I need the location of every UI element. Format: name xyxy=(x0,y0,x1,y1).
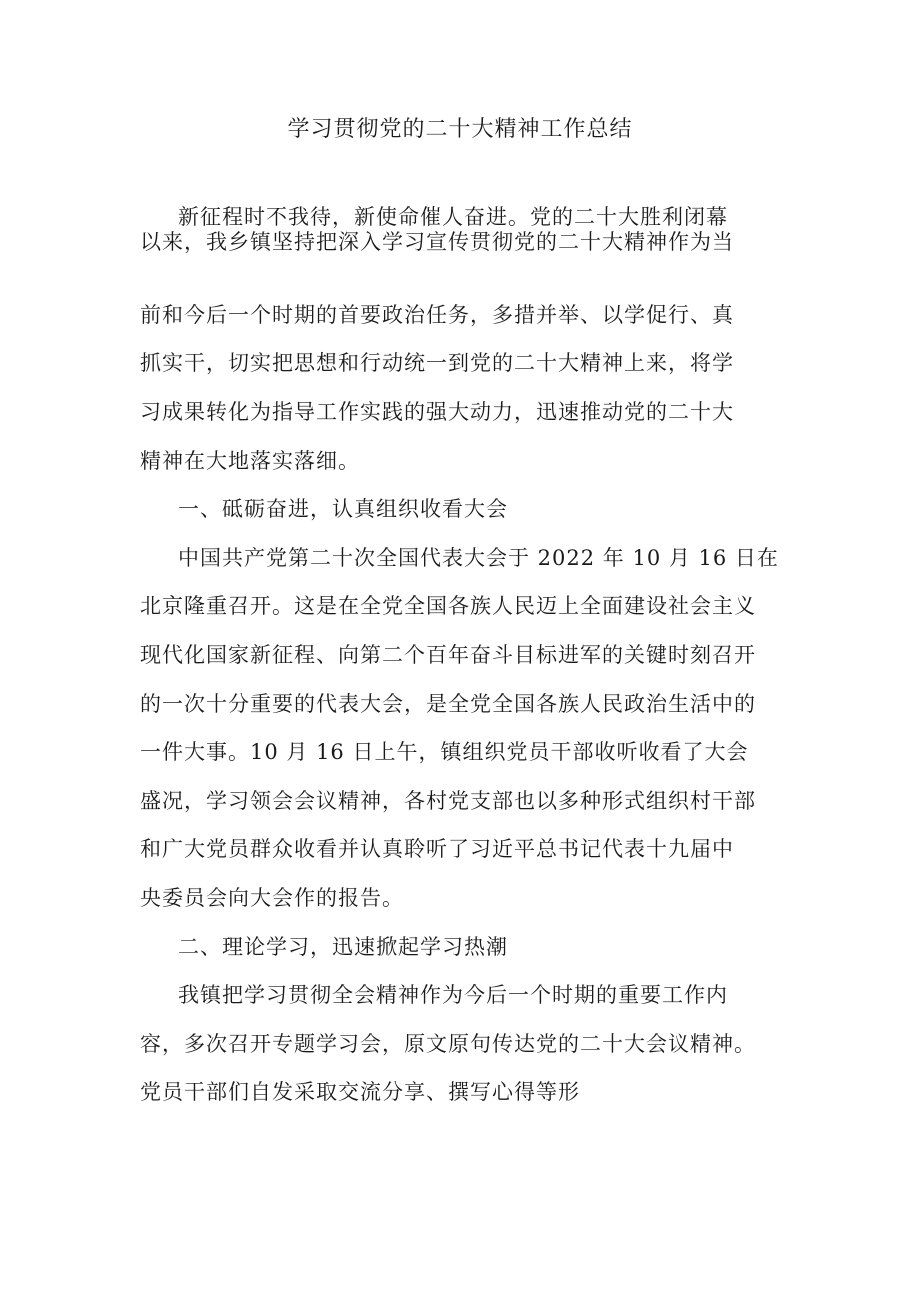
document-title: 学习贯彻党的二十大精神工作总结 xyxy=(287,117,633,142)
paragraph-line: 的一次十分重要的代表大会，是全党全国各族人民政治生活中的 xyxy=(140,692,756,716)
paragraph-line: 央委员会向大会作的报告。 xyxy=(140,886,404,910)
section-heading: 一、砥砺奋进，认真组织收看大会 xyxy=(178,497,508,521)
paragraph-line: 以来，我乡镇坚持把深入学习宣传贯彻党的二十大精神作为当 xyxy=(140,230,734,254)
paragraph-line: 现代化国家新征程、向第二个百年奋斗目标进军的关键时刻召开 xyxy=(140,643,756,667)
paragraph-line: 盛况，学习领会会议精神，各村党支部也以多种形式组织村干部 xyxy=(140,789,756,813)
paragraph-line: 精神在大地落实落细。 xyxy=(140,449,360,473)
paragraph-line: 党员干部们自发采取交流分享、撰写心得等形 xyxy=(140,1080,580,1104)
paragraph-line: 容，多次召开专题学习会，原文原句传达党的二十大会议精神。 xyxy=(140,1032,756,1056)
paragraph-line: 北京隆重召开。这是在全党全国各族人民迈上全面建设社会主义 xyxy=(140,594,756,618)
paragraph-line: 一件大事。10 月 16 日上午，镇组织党员干部收听收看了大会 xyxy=(140,740,749,764)
paragraph-line: 习成果转化为指导工作实践的强大动力，迅速推动党的二十大 xyxy=(140,400,734,424)
paragraph-line: 我镇把学习贯彻全会精神作为今后一个时期的重要工作内 xyxy=(178,983,728,1007)
paragraph-line: 和广大党员群众收看并认真聆听了习近平总书记代表十九届中 xyxy=(140,837,734,861)
paragraph-line: 新征程时不我待，新使命催人奋进。党的二十大胜利闭幕 xyxy=(178,205,728,229)
paragraph-line: 抓实干，切实把思想和行动统一到党的二十大精神上来，将学 xyxy=(140,351,734,375)
section-heading: 二、理论学习，迅速掀起学习热潮 xyxy=(178,935,508,959)
paragraph-line: 前和今后一个时期的首要政治任务，多措并举、以学促行、真 xyxy=(140,303,734,327)
paragraph-line: 中国共产党第二十次全国代表大会于 2022 年 10 月 16 日在 xyxy=(178,546,779,570)
